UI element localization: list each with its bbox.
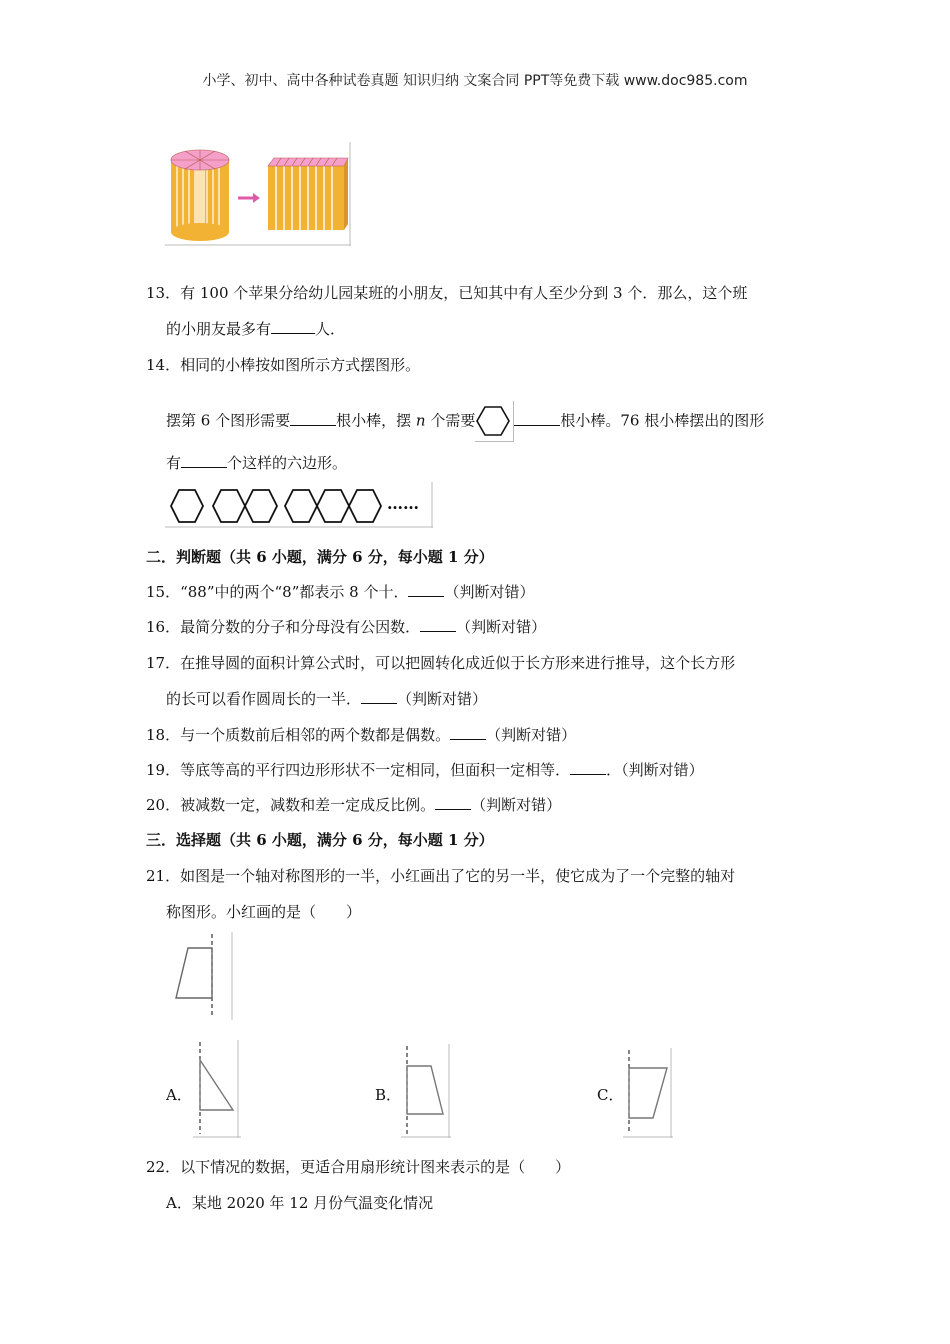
q14-number: 14． [146, 356, 181, 374]
q13-number: 13． [146, 284, 181, 302]
q13-text2b: 人． [315, 320, 346, 338]
q21-half-figure [170, 932, 234, 1020]
q13-answer-blank[interactable] [271, 319, 315, 334]
q16-text: 最简分数的分子和分母没有公因数． [180, 618, 421, 636]
q16-tail: （判断对错） [456, 618, 547, 636]
sequence-dots: …… [387, 494, 419, 513]
q14-answer-blank-1[interactable] [290, 411, 336, 426]
q21-number: 21． [146, 867, 181, 885]
q21-option-b-figure[interactable] [401, 1044, 451, 1138]
q19 [146, 759, 704, 780]
q17-line2 [166, 688, 487, 709]
q17 [146, 652, 735, 673]
q14-text1c: 个需要 [430, 411, 476, 430]
q22-line [146, 1156, 570, 1177]
q16 [146, 616, 546, 637]
q18-number: 18． [146, 726, 181, 744]
q21-option-b-label[interactable]: B． [375, 1086, 402, 1104]
q21-line1 [146, 865, 735, 886]
cylinder-figure [165, 142, 351, 246]
q15-number: 15． [146, 583, 181, 601]
q21-text: 如图是一个轴对称图形的一半，小红画出了它的另一半，使它成为了一个完整的轴对 [180, 867, 736, 885]
q16-number: 16． [146, 618, 181, 636]
section-3-heading: 三．选择题（共 6 小题，满分 6 分，每小题 1 分） [146, 831, 494, 849]
q13-text: 有 100 个苹果分给幼儿园某班的小朋友，已知其中有人至少分到 3 个．那么，这个班 [180, 284, 748, 302]
q14-text1d: 根小棒。76 根小棒摆出的图形 [560, 411, 765, 430]
q17-tail: （判断对错） [397, 690, 488, 708]
q14-text1b: 根小棒，摆 [336, 411, 412, 430]
q20-answer-blank[interactable] [435, 795, 471, 810]
q18 [146, 724, 576, 745]
q22-number: 22． [146, 1158, 181, 1176]
hexagon-sequence-figure [165, 482, 433, 528]
section-2-heading: 二．判断题（共 6 小题，满分 6 分，每小题 1 分） [146, 548, 494, 566]
q15-tail: （判断对错） [444, 583, 535, 601]
q14-line2 [166, 452, 347, 473]
q21-option-a-label[interactable]: A． [166, 1086, 192, 1104]
q13-text2a: 的小朋友最多有 [166, 320, 272, 338]
hexagon-icon [475, 401, 514, 442]
q14-answer-blank-3[interactable] [181, 453, 227, 468]
q19-tail: ．（判断对错） [606, 761, 704, 779]
q17-text2: 的长可以看作圆周长的一半． [166, 690, 362, 708]
q14-var-n: n [415, 411, 426, 430]
q14-intro-text: 相同的小棒按如图所示方式摆图形。 [180, 356, 421, 374]
q21-line2 [166, 901, 361, 922]
q17-answer-blank[interactable] [361, 689, 397, 704]
q20 [146, 794, 561, 815]
q20-number: 20． [146, 796, 181, 814]
q13-line2 [166, 318, 345, 339]
q14-text2b: 个这样的六边形。 [227, 454, 348, 472]
q22-text: 以下情况的数据，更适合用扇形统计图来表示的是（ ） [180, 1158, 571, 1176]
q17-text: 在推导圆的面积计算公式时，可以把圆转化成近似于长方形来进行推导，这个长方形 [180, 654, 736, 672]
q14-text2a: 有 [166, 454, 182, 472]
q18-answer-blank[interactable] [450, 725, 486, 740]
q14-line1 [166, 401, 764, 442]
q14-text1a: 摆第 6 个图形需要 [166, 411, 291, 430]
q15-answer-blank[interactable] [408, 582, 444, 597]
q21-option-c-figure[interactable] [623, 1048, 673, 1138]
q15-text: “88”中的两个“8”都表示 8 个十． [180, 583, 409, 601]
q13-line1 [146, 282, 747, 303]
q22-option-a[interactable]: A．某地 2020 年 12 月份气温变化情况 [166, 1194, 434, 1212]
q14-intro [146, 354, 420, 375]
q18-text: 与一个质数前后相邻的两个数都是偶数。 [180, 726, 451, 744]
q20-tail: （判断对错） [471, 796, 562, 814]
q20-text: 被减数一定，减数和差一定成反比例。 [180, 796, 436, 814]
q17-number: 17． [146, 654, 181, 672]
q21-text2: 称图形。小红画的是（ ） [166, 903, 362, 921]
q15 [146, 581, 535, 602]
q18-tail: （判断对错） [486, 726, 577, 744]
q19-answer-blank[interactable] [570, 760, 606, 775]
q19-text: 等底等高的平行四边形形状不一定相同，但面积一定相等． [180, 761, 571, 779]
q21-option-a-figure[interactable] [193, 1040, 241, 1138]
q14-answer-blank-2[interactable] [514, 411, 560, 426]
page-header: 小学、初中、高中各种试卷真题 知识归纳 文案合同 PPT等免费下载 www.doc985.com [202, 73, 748, 89]
q19-number: 19． [146, 761, 181, 779]
q16-answer-blank[interactable] [420, 617, 456, 632]
q21-option-c-label[interactable]: C． [597, 1086, 624, 1104]
